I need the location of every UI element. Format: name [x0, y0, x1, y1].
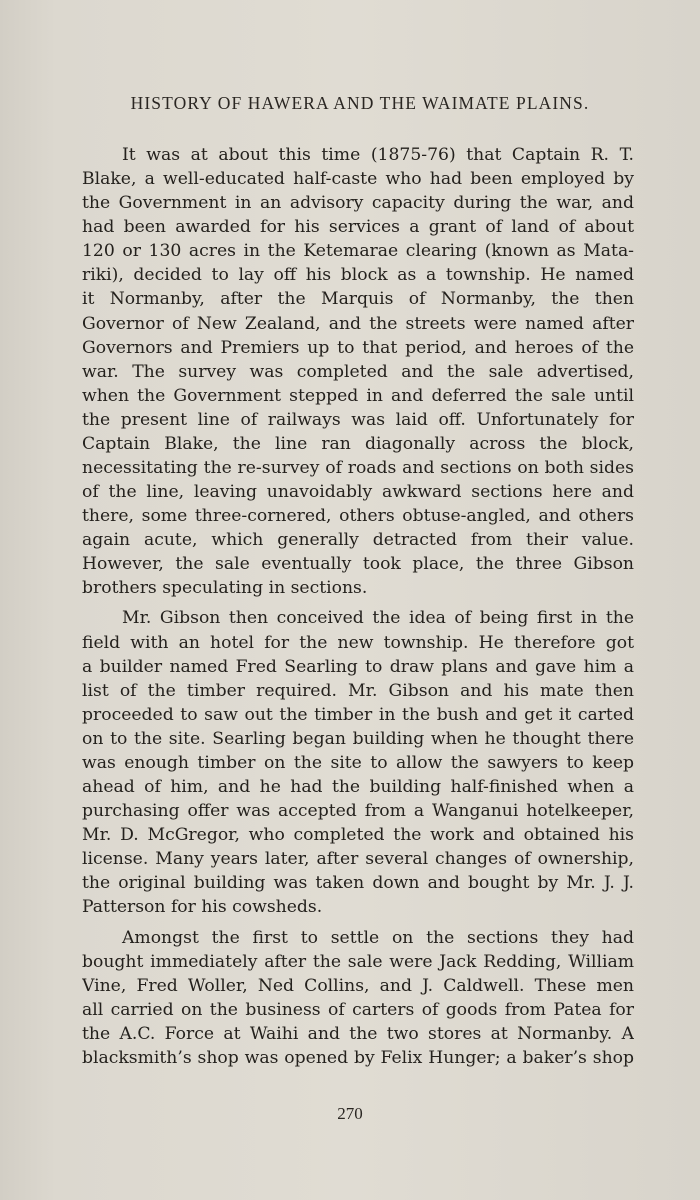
text-line: of the line, leaving unavoidably awkward sections here and [82, 482, 634, 503]
text-line: the A.C. Force at Waihi and the two stores at Normanby. A [82, 1023, 634, 1044]
text-line: purchasing offer was accepted from a Wanganui hotelkeeper, [82, 801, 634, 822]
text-line: license. Many years later, after several changes of ownership, [82, 849, 634, 870]
paragraph-3 [82, 926, 634, 1070]
text-line: ahead of him, and he had the building half-finished when a [82, 777, 634, 798]
text-line: Captain Blake, the line ran diagonally across the block, [82, 433, 634, 454]
text-line: brothers speculating in sections. [82, 578, 368, 599]
text-line: necessitating the re-survey of roads and sections on both sides [82, 458, 634, 479]
text-line: the Government in an advisory capacity during the war, and [82, 193, 634, 214]
page-number: 270 [337, 1104, 363, 1123]
text-line: However, the sale eventually took place, the three Gibson [82, 554, 634, 575]
text-line: Mr. Gibson then conceived the idea of being first in the [122, 608, 634, 629]
text-line: Governors and Premiers up to that period, and heroes of the [82, 337, 634, 358]
text-line: the original building was taken down and bought by Mr. J. J. [82, 873, 634, 894]
text-line: 120 or 130 acres in the Ketemarae clearing (known as Mata- [82, 241, 634, 262]
text-line: bought immediately after the sale were Jack Redding, William [82, 951, 634, 972]
text-line: again acute, which generally detracted from their value. [82, 530, 634, 551]
text-line: it Normanby, after the Marquis of Normanby, the then [82, 289, 634, 310]
text-line: when the Government stepped in and deferred the sale until [82, 385, 634, 406]
text-line: on to the site. Searling began building when he thought there [82, 728, 634, 749]
text-line: blacksmith’s shop was opened by Felix Hunger; a baker’s shop [82, 1047, 634, 1068]
text-line: all carried on the business of carters of goods from Patea for [82, 999, 634, 1020]
text-line: there, some three-cornered, others obtuse-angled, and others [82, 506, 634, 527]
text-line: the present line of railways was laid off. Unfortunately for [82, 409, 634, 430]
text-line: Vine, Fred Woller, Ned Collins, and J. Caldwell. These men [82, 975, 634, 996]
text-line: a builder named Fred Searling to draw plans and gave him a [82, 656, 634, 677]
text-line: list of the timber required. Mr. Gibson and his mate then [82, 680, 634, 701]
text-line: proceeded to saw out the timber in the bush and get it carted [82, 704, 634, 725]
text-line: war. The survey was completed and the sale advertised, [82, 361, 634, 382]
text-line: riki), decided to lay off his block as a township. He named [82, 265, 634, 286]
text-line: Patterson for his cowsheds. [82, 897, 323, 918]
text-line: Blake, a well-educated half-caste who had been employed by [82, 169, 634, 190]
text-line: Governor of New Zealand, and the streets were named after [82, 313, 634, 334]
paragraph-1 [82, 143, 634, 600]
text-line: had been awarded for his services a grant of land of about [82, 217, 634, 238]
paragraph-2 [82, 606, 634, 919]
body-text [82, 143, 634, 1070]
text-line: field with an hotel for the new township. He therefore got [82, 632, 634, 653]
text-line: Mr. D. McGregor, who completed the work and obtained his [82, 825, 634, 846]
text-line: It was at about this time (1875-76) that Captain R. T. [122, 145, 634, 165]
running-header: HISTORY OF HAWERA AND THE WAIMATE PLAINS. [130, 93, 590, 113]
text-line: Amongst the first to settle on the sections they had [122, 927, 634, 948]
text-line: was enough timber on the site to allow the sawyers to keep [82, 752, 634, 773]
